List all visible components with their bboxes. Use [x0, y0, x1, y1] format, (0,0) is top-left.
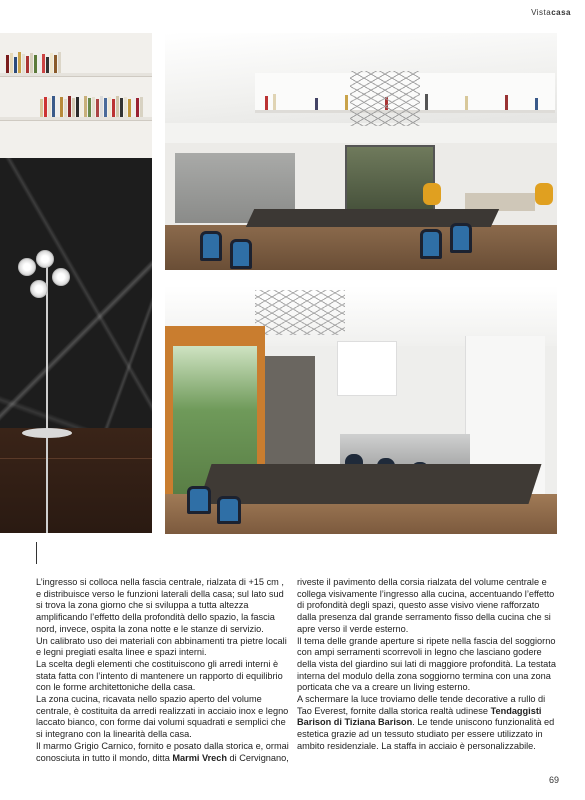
- bold-run: Marmi Vrech: [172, 752, 227, 763]
- chandelier: [350, 71, 420, 126]
- paragraph: [36, 659, 290, 694]
- magazine-masthead: [531, 8, 571, 17]
- dining-chair: [420, 229, 442, 259]
- dining-chair: [217, 496, 241, 524]
- chandelier: [255, 290, 345, 335]
- paragraph: [297, 577, 559, 636]
- text-run: di Cervignano,: [227, 752, 289, 763]
- text-column-right: [297, 577, 559, 753]
- paragraph: [36, 636, 290, 659]
- column-rule: [36, 542, 37, 564]
- wood-floor: [0, 428, 152, 533]
- double-height-dining-photo: [165, 33, 557, 270]
- lamp-globe: [18, 258, 36, 276]
- paragraph: [36, 577, 290, 636]
- lamp-globe: [36, 250, 54, 268]
- dining-chair: [187, 486, 211, 514]
- dining-chair: [230, 239, 252, 269]
- paragraph: [297, 636, 559, 695]
- dining-chair: [200, 231, 222, 261]
- shelf: [0, 73, 152, 77]
- masthead-prefix: Vista: [531, 8, 552, 17]
- text-run: Il marmo Grigio Carnico, fornito e posato dalla storica e, ormai conosciuta in tutto il mondo, ditta: [36, 740, 289, 763]
- lamp-globe: [52, 268, 70, 286]
- wood-floor: [165, 225, 557, 270]
- lamp-pole: [46, 263, 48, 533]
- text-run: . Le tende uniscono funzionalità ed estetica grazie ad un tessuto studiato per essere utilizzato in ambito residenziale. La staffa in acciaio è personalizzabile.: [297, 717, 555, 751]
- bold-run: Tendaggisti Barison di Tiziana Barison: [297, 705, 542, 728]
- text-run: A schermare la luce troviamo delle tende decorative a rullo di Tao Everest, fornite dalla storica realtà udinese: [297, 694, 546, 716]
- dining-table: [199, 464, 542, 504]
- text-run: Il tema delle grande aperture si ripete nella fascia del soggiorno con ampi serramenti scorrevoli in legno che lasciano godere della vista del giardino sui lati di maggiore profondità. La testata interna del modulo della zona soggiorno termina con una zona porticata che va a creare un living esterno.: [297, 635, 556, 693]
- lamp-base: [22, 428, 72, 438]
- marble-wall-lamp-photo: [0, 158, 152, 533]
- yellow-armchair: [423, 183, 441, 205]
- shelf: [0, 117, 152, 121]
- masthead-suffix: casa: [551, 8, 571, 17]
- text-run: L’ingresso si colloca nella fascia centrale, rialzata di +15 cm , e distribuisce verso le funzioni laterali della casa; sul lato sud si trova la zona giorno che si sviluppa a tutta altezza amplificando l’effetto della profondità dello spazio, la fascia nord, invece, ospita la zona notte e le stanze di servizio.: [36, 577, 284, 634]
- paragraph: [297, 694, 559, 753]
- paragraph: [36, 741, 290, 764]
- books-row: [6, 51, 61, 73]
- page-number: 69: [548, 775, 559, 785]
- books-row: [40, 95, 143, 117]
- kitchen-hood: [337, 341, 397, 396]
- text-run: La scelta degli elementi che costituiscono gli arredi interni è stata fatta con l’intento di mantenere un rapporto di equilibrio con le forme architettoniche della casa.: [36, 658, 283, 693]
- text-run: riveste il pavimento della corsia rialzata del volume centrale e collega visivamente l’ingresso alla cucina, accentuando l’effetto di profondità degli spazi, questo asse visivo viene rafforzato dalla presenza dal grande serramento fisso della cucina che si apre verso il verde esterno.: [297, 577, 555, 634]
- dining-chair: [450, 223, 472, 253]
- text-run: Un calibrato uso dei materiali con abbinamenti tra pietre locali e legni pregiati esalta linee e spazi interni.: [36, 635, 287, 658]
- kitchen-dining-photo: [165, 286, 557, 534]
- yellow-armchair: [535, 183, 553, 205]
- text-run: La zona cucina, ricavata nello spazio aperto del volume centrale, è costituita da arredi realizzati in acciaio inox e legno laccato bianco, con forme dai volumi squadrati e semplici che si integrano con la linearità della casa.: [36, 694, 289, 740]
- bookshelf-photo: [0, 33, 152, 158]
- lamp-globe: [30, 280, 48, 298]
- text-column-left: [36, 577, 290, 764]
- paragraph: [36, 694, 290, 741]
